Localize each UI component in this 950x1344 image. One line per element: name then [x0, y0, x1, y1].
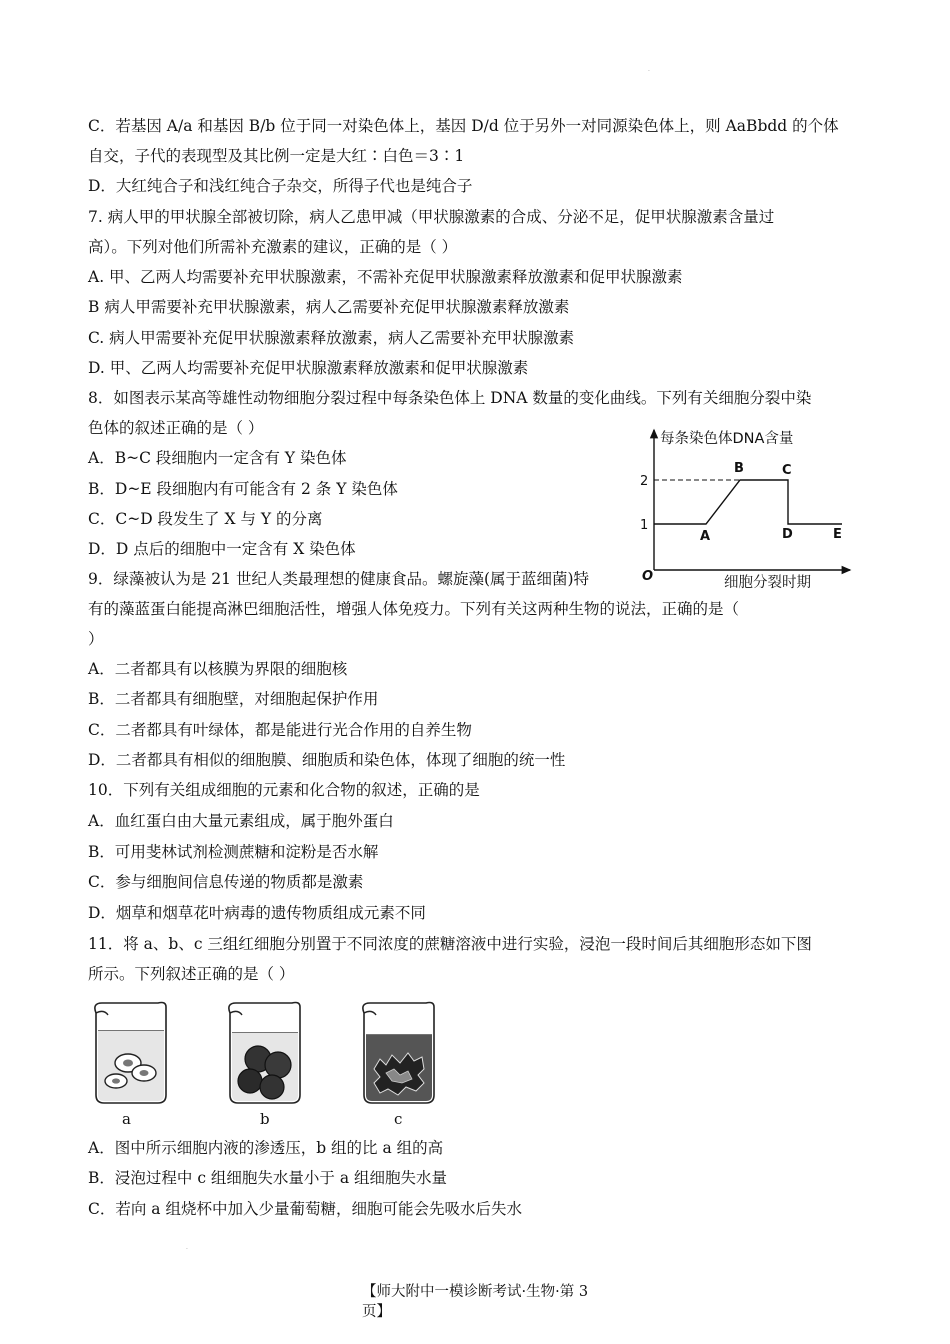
- origin-label: O: [642, 569, 654, 584]
- option-b: B．D~E 段细胞内有可能含有 2 条 Y 染色体: [88, 480, 398, 498]
- text-line: 自交，子代的表现型及其比例一定是大红∶白色＝3∶1: [88, 147, 465, 165]
- option-a: A．二者都具有以核膜为界限的细胞核: [88, 660, 348, 678]
- option-a: A．图中所示细胞内液的渗透压，b 组的比 a 组的高: [88, 1139, 444, 1157]
- option-b: B．二者都具有细胞壁，对细胞起保护作用: [88, 690, 379, 708]
- point-label-e: E: [833, 527, 842, 542]
- text-line: C．若基因 A/a 和基因 B/b 位于同一对染色体上，基因 D/d 位于另外一对同源染色体上，则 AaBbdd 的个体: [88, 117, 839, 135]
- y-tick-label: 1: [640, 518, 649, 533]
- question-11-stem: 11．将 a、b、c 三组红细胞分别置于不同浓度的蔗糖溶液中进行实验，浸泡一段时间后其细胞形态如下图: [88, 935, 812, 953]
- option-d: D．D 点后的细胞中一定含有 X 染色体: [88, 540, 356, 558]
- option-d: D．烟草和烟草花叶病毒的遗传物质组成元素不同: [88, 904, 426, 922]
- dna-curve: [654, 480, 842, 524]
- option-b: B．浸泡过程中 c 组细胞失水量小于 a 组细胞失水量: [88, 1169, 448, 1187]
- scan-mark-top: ·: [648, 68, 650, 75]
- option-a: A．B~C 段细胞内一定含有 Y 染色体: [88, 449, 347, 467]
- option-c: C．C~D 段发生了 X 与 Y 的分离: [88, 510, 323, 528]
- beaker-c: [363, 1003, 434, 1129]
- option-c: C．若向 a 组烧杯中加入少量葡萄糖，细胞可能会先吸水后失水: [88, 1200, 522, 1218]
- question-11-stem: 所示。下列叙述正确的是（ ）: [88, 965, 295, 983]
- question-7-stem: 高）。下列对他们所需补充激素的建议，正确的是（ ）: [88, 238, 458, 256]
- question-10-stem: 10．下列有关组成细胞的元素和化合物的叙述，正确的是: [88, 781, 480, 799]
- point-label-a: A: [700, 529, 711, 544]
- point-label-d: D: [782, 527, 793, 542]
- option-c: C. 病人甲需要补充促甲状腺激素释放激素，病人乙需要补充甲状腺激素: [88, 329, 575, 347]
- scan-mark-bottom: ·: [186, 1246, 188, 1253]
- question-9-stem: 9．绿藻被认为是 21 世纪人类最理想的健康食品。螺旋藻(属于蓝细菌)特: [88, 570, 590, 588]
- question-8-stem: 色体的叙述正确的是（ ）: [88, 419, 264, 437]
- option-b: B．可用斐林试剂检测蔗糖和淀粉是否水解: [88, 843, 379, 861]
- chart-title: 每条染色体DNA含量: [660, 431, 794, 447]
- text-line: D．大红纯合子和浅红纯合子杂交，所得子代也是纯合子: [88, 177, 473, 195]
- beaker-b: [229, 1003, 300, 1129]
- option-d: D．二者都具有相似的细胞膜、细胞质和染色体，体现了细胞的统一性: [88, 751, 566, 769]
- question-7-stem: 7. 病人甲的甲状腺全部被切除，病人乙患甲减（甲状腺激素的合成、分泌不足，促甲状腺激素含量过: [88, 208, 775, 226]
- beaker-label-c: c: [394, 1110, 403, 1128]
- beaker-label-a: a: [122, 1110, 131, 1128]
- y-tick-label: 2: [640, 474, 649, 489]
- x-axis-label: 细胞分裂时期: [724, 575, 811, 591]
- option-b: B 病人甲需要补充甲状腺激素，病人乙需要补充促甲状腺激素释放激素: [88, 298, 570, 316]
- point-label-c: C: [782, 463, 792, 478]
- dna-content-chart: [636, 424, 858, 596]
- beaker-figure: [88, 995, 448, 1130]
- option-a: A. 甲、乙两人均需要补充甲状腺激素，不需补充促甲状腺激素释放激素和促甲状腺激素: [88, 268, 683, 286]
- point-label-b: B: [734, 461, 744, 476]
- question-9-stem: ）: [88, 630, 104, 648]
- beaker-a: [95, 1003, 166, 1129]
- beaker-label-b: b: [260, 1110, 270, 1128]
- question-9-stem: 有的藻蓝蛋白能提高淋巴细胞活性，增强人体免疫力。下列有关这两种生物的说法，正确的是（: [88, 600, 740, 618]
- option-d: D. 甲、乙两人均需要补充促甲状腺激素释放激素和促甲状腺激素: [88, 359, 529, 377]
- page-footer: 【师大附中一模诊断考试·生物·第 3 页】: [362, 1284, 589, 1320]
- option-a: A．血红蛋白由大量元素组成，属于胞外蛋白: [88, 812, 394, 830]
- question-8-stem: 8．如图表示某高等雄性动物细胞分裂过程中每条染色体上 DNA 数量的变化曲线。下列有关细胞分裂中染: [88, 389, 812, 407]
- option-c: C．二者都具有叶绿体，都是能进行光合作用的自养生物: [88, 721, 472, 739]
- option-c: C．参与细胞间信息传递的物质都是激素: [88, 873, 364, 891]
